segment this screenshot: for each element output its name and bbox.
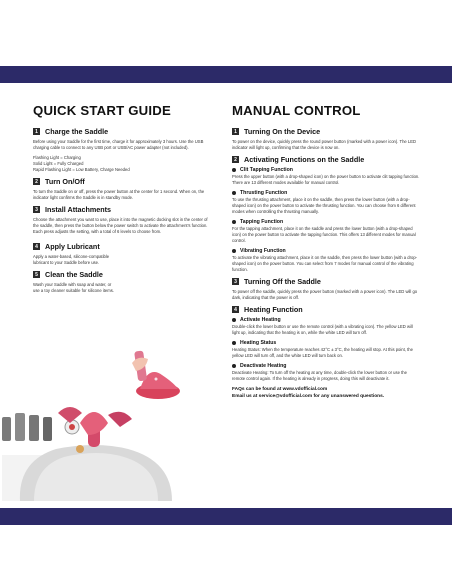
bullet-icon (232, 168, 236, 172)
section-number: 3 (33, 206, 40, 213)
section-title: Turning Off the Saddle (244, 277, 321, 286)
section-title: Turn On/Off (45, 177, 85, 186)
section-charge-header (33, 127, 213, 136)
charge-light-legend (33, 155, 213, 173)
section-body: To turn the Saddle on or off, press the power button at the center for 1 second. When on, the indicator light confirms the Saddle is in standby mode. (33, 189, 205, 200)
section-body: To power on the device, quickly press the round power button (marked with a power icon). The LED indicator will light up, confirming that the device is now on. (232, 139, 417, 150)
section-turning-off-header (232, 277, 420, 286)
section-number: 2 (33, 178, 40, 185)
subsection-title: Clit Tapping Function (240, 167, 293, 173)
legend-line: Flashing Light = Charging (33, 155, 81, 160)
legend-line: Rapid Flashing Light = Low Battery, Charge Needed (33, 167, 130, 172)
bullet-icon (232, 341, 236, 345)
subsection-title: Tapping Function (240, 219, 284, 225)
section-attachments-header (33, 205, 213, 214)
section-body: Apply a water-based, silicone-compatible lubricant to your Saddle before use. (33, 254, 110, 265)
legend-line: Solid Light = Fully Charged (33, 161, 84, 166)
heating-status-header (232, 340, 420, 346)
section-number: 1 (232, 128, 239, 135)
section-heating-header (232, 305, 420, 314)
guide-card (0, 83, 452, 508)
section-functions-header (232, 155, 420, 164)
deactivate-heating-header (232, 363, 420, 369)
top-band (0, 66, 452, 83)
subsection-body: Press the upper button (with a drop-shaped icon) on the power button to activate clit tapping function. There are 13 different modes available for manual control. (232, 174, 420, 185)
bullet-icon (232, 364, 236, 368)
clit-tapping-header (232, 167, 420, 173)
lubricant-clean-block (33, 239, 213, 298)
subsection-title: Activate Heating (240, 317, 281, 323)
section-body: To power off the saddle, quickly press the power button (marked with a power icon). The LED will go dark, indicating that the power is off. (232, 289, 418, 300)
saddle-attachments-illustration (0, 383, 190, 503)
manual-control-column (232, 103, 420, 400)
subsection-body: For the tapping attachment, place it on the saddle and press the lower button (with a drop-shaped icon) on the power button to activate the tapping function. This offers 13 different modes for manual control. (232, 226, 416, 243)
subsection-title: Deactivate Heating (240, 363, 287, 369)
section-number: 4 (232, 306, 239, 313)
faq-link[interactable]: FAQs can be found at www.vdofficial.com (232, 387, 328, 392)
faq-block (232, 386, 420, 400)
subsection-body: Deactivate Heating: To turn off the heating at any time, double-click the lower button or use the remote control again. If the heating is already in progress, doing this will deactivate it. (232, 370, 407, 381)
section-turning-on-header (232, 127, 420, 136)
quick-start-title: QUICK START GUIDE (33, 103, 171, 118)
manual-control-title: MANUAL CONTROL (232, 103, 361, 118)
bullet-icon (232, 220, 236, 224)
section-body: Choose the attachment you want to use, place it into the magnetic docking slot in the center of the saddle, then press the button below the power switch to activate the attachment's function. Each press adjusts the setting, with a total of 6 levels to choose from. (33, 217, 208, 234)
section-number: 4 (33, 243, 40, 250)
subsection-body: To use the thrusting attachment, place it on the saddle, then press the lower button (with a drop-shaped icon) on the power button to activate the thrusting function. You can choose from 6 different modes when controlling the thrusting manually. (232, 197, 416, 214)
section-body: Before using your Saddle for the first time, charge it for approximately 3 hours. Use the USB charging cable to connect to any USB port or USB/AC power adapter (not included). (33, 139, 204, 150)
thrusting-header (232, 190, 420, 196)
section-title: Heating Function (244, 305, 303, 314)
bottom-band (0, 508, 452, 525)
subsection-body: Heating Status: When the temperature reaches 42°C ± 3°C, the heating will stop. At this point, the yellow LED will turn off, and the white LED will turn back on. (232, 347, 413, 358)
section-lubricant-header (33, 242, 115, 251)
bullet-icon (232, 191, 236, 195)
bullet-icon (232, 318, 236, 322)
bullet-icon (232, 249, 236, 253)
vibrating-header (232, 248, 420, 254)
tapping-header (232, 219, 420, 225)
section-title: Apply Lubricant (45, 242, 100, 251)
section-title: Install Attachments (45, 205, 112, 214)
subsection-body: Double-click the lower button or use the remote control (with a vibrating icon). The yellow LED will light up, indicating that the heating is on, while the white LED will turn off. (232, 324, 413, 335)
subsection-title: Vibrating Function (240, 248, 286, 254)
section-title: Turning On the Device (244, 127, 321, 136)
section-number: 2 (232, 156, 239, 163)
section-number: 3 (232, 278, 239, 285)
subsection-body: To activate the vibrating attachment, place it on the saddle, then press the lower button (with a drop-shaped icon) on the power button. You can select from 7 modes for manual control of the vibrating function. (232, 255, 418, 272)
section-turn-on-off-header (33, 177, 213, 186)
subsection-title: Thrusting Function (240, 190, 288, 196)
section-body: Wash your Saddle with soap and water, or use a toy cleaner suitable for silicone items. (33, 282, 114, 293)
section-title: Clean the Saddle (45, 270, 103, 279)
quick-start-column (33, 103, 213, 298)
section-number: 1 (33, 128, 40, 135)
subsection-title: Heating Status (240, 340, 277, 346)
support-email[interactable]: Email us at service@vdofficial.com for any unanswered questions. (232, 394, 385, 399)
activate-heating-header (232, 317, 420, 323)
section-number: 5 (33, 271, 40, 278)
section-clean-header (33, 270, 115, 279)
section-title: Charge the Saddle (45, 127, 109, 136)
section-title: Activating Functions on the Saddle (244, 155, 365, 164)
